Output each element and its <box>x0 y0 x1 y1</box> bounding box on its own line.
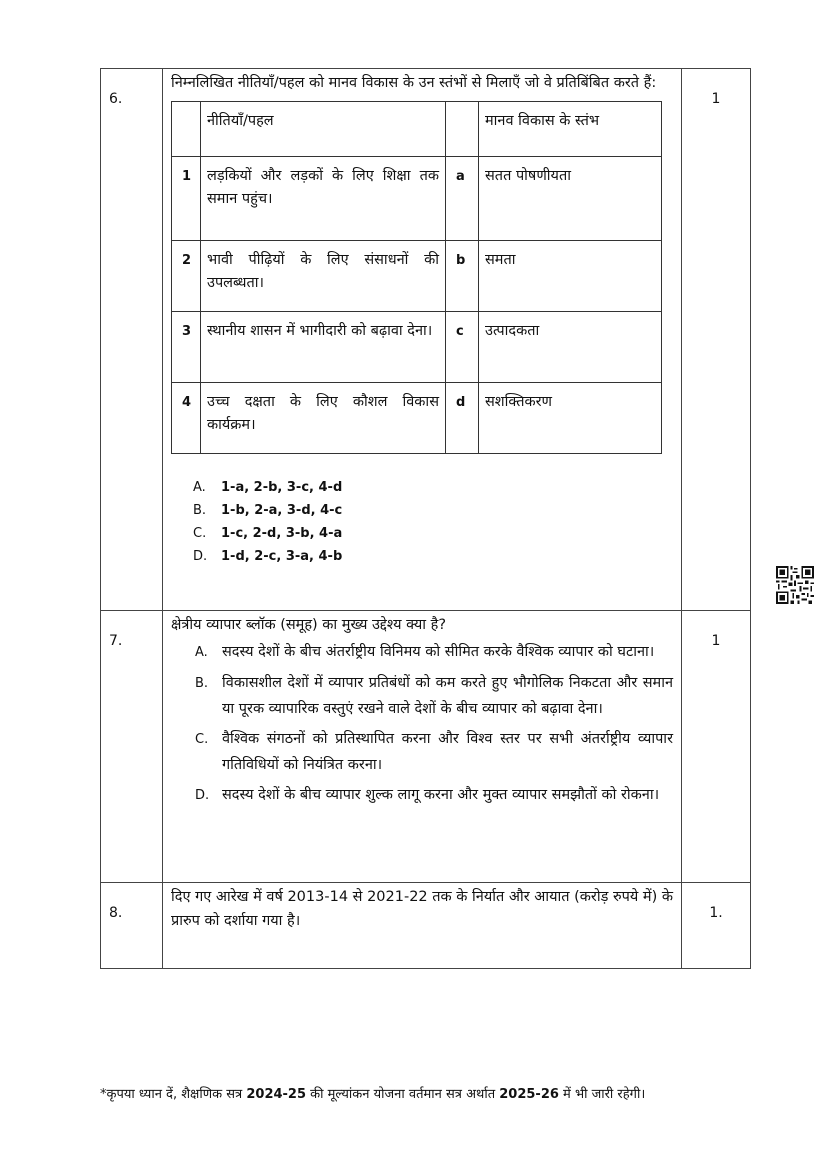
question-row-6 <box>101 69 751 611</box>
option-letter: D. <box>193 549 208 564</box>
pillar-text: सतत पोषणीयता <box>479 157 662 241</box>
question-row-7 <box>101 611 751 883</box>
pillar-text: सशक्तिकरण <box>479 383 662 454</box>
option-letter: A. <box>195 645 208 660</box>
match-table-row <box>172 157 662 241</box>
row-number: 1 <box>172 157 201 241</box>
row-letter: b <box>446 241 479 312</box>
question-marks: 1 <box>682 611 751 883</box>
option-a <box>193 476 673 499</box>
option-text: 1-d, 2-c, 3-a, 4-b <box>221 549 343 564</box>
option-letter: D. <box>195 788 210 803</box>
question-body <box>163 611 682 883</box>
option-b <box>195 670 673 722</box>
question-body <box>163 883 682 969</box>
option-d <box>195 782 673 809</box>
row-number: 4 <box>172 383 201 454</box>
questions-table <box>100 68 751 969</box>
row-letter: c <box>446 312 479 383</box>
header-pillars: मानव विकास के स्तंभ <box>479 102 662 157</box>
policy-text: भावी पीढ़ियों के लिए संसाधनों की उपलब्धता। <box>201 241 446 312</box>
option-c <box>195 726 673 778</box>
options-list <box>193 476 673 568</box>
question-number: 7. <box>101 611 163 883</box>
question-text: निम्नलिखित नीतियाँ/पहल को मानव विकास के उन स्तंभों से मिलाएँ जो वे प्रतिबिंबित करते हैं: <box>171 75 657 91</box>
option-text: 1-b, 2-a, 3-d, 4-c <box>221 503 343 518</box>
match-table-header <box>172 102 662 157</box>
question-marks: 1. <box>682 883 751 969</box>
match-table-row <box>172 241 662 312</box>
question-text: दिए गए आरेख में वर्ष 2013-14 से 2021-22 तक के निर्यात और आयात (करोड़ रुपये में) के प्रारुप को दर्शाया गया है। <box>171 889 673 929</box>
question-number: 8. <box>101 883 163 969</box>
option-c <box>193 522 673 545</box>
option-letter: C. <box>195 732 209 747</box>
pillar-text: उत्पादकता <box>479 312 662 383</box>
footnote: *कृपया ध्यान दें, शैक्षणिक सत्र 2024-25 की मूल्यांकन योजना वर्तमान सत्र अर्थात 2025-26 में भी जारी रहेगी। <box>100 1087 646 1102</box>
question-marks: 1 <box>682 69 751 611</box>
policy-text: लड़कियों और लड़कों के लिए शिक्षा तक समान पहुंच। <box>201 157 446 241</box>
option-letter: B. <box>195 676 209 691</box>
option-a <box>195 639 673 666</box>
qr-code-icon <box>776 566 814 604</box>
option-text: सदस्य देशों के बीच व्यापार शुल्क लागू करना और मुक्त व्यापार समझौतों को रोकना। <box>222 787 660 803</box>
option-text: वैश्विक संगठनों को प्रतिस्थापित करना और विश्व स्तर पर सभी अंतर्राष्ट्रीय व्यापार गतिविधियों को नियंत्रित करना। <box>222 731 673 773</box>
option-text: 1-a, 2-b, 3-c, 4-d <box>221 480 343 495</box>
policy-text: उच्च दक्षता के लिए कौशल विकास कार्यक्रम। <box>201 383 446 454</box>
option-text: 1-c, 2-d, 3-b, 4-a <box>221 526 343 541</box>
policy-text: स्थानीय शासन में भागीदारी को बढ़ावा देना। <box>201 312 446 383</box>
question-number: 6. <box>101 69 163 611</box>
option-text: विकासशील देशों में व्यापार प्रतिबंधों को कम करते हुए भौगोलिक निकटता और समान या पूरक व्यापारिक वस्तुएं रखने वाले देशों के बीच व्यापार को बढ़ावा देना। <box>222 675 673 717</box>
match-table-row <box>172 312 662 383</box>
option-letter: C. <box>193 526 207 541</box>
question-row-8 <box>101 883 751 969</box>
row-number: 3 <box>172 312 201 383</box>
header-policies: नीतियाँ/पहल <box>201 102 446 157</box>
option-letter: B. <box>193 503 207 518</box>
option-d <box>193 545 673 568</box>
options-list <box>195 639 673 809</box>
option-letter: A. <box>193 480 206 495</box>
row-letter: d <box>446 383 479 454</box>
row-letter: a <box>446 157 479 241</box>
pillar-text: समता <box>479 241 662 312</box>
question-text: क्षेत्रीय व्यापार ब्लॉक (समूह) का मुख्य उद्देश्य क्या है? <box>171 617 447 633</box>
question-body <box>163 69 682 611</box>
option-text: सदस्य देशों के बीच अंतर्राष्ट्रीय विनिमय को सीमित करके वैश्विक व्यापार को घटाना। <box>222 644 655 660</box>
option-b <box>193 499 673 522</box>
match-table-row <box>172 383 662 454</box>
match-table <box>171 101 662 454</box>
row-number: 2 <box>172 241 201 312</box>
